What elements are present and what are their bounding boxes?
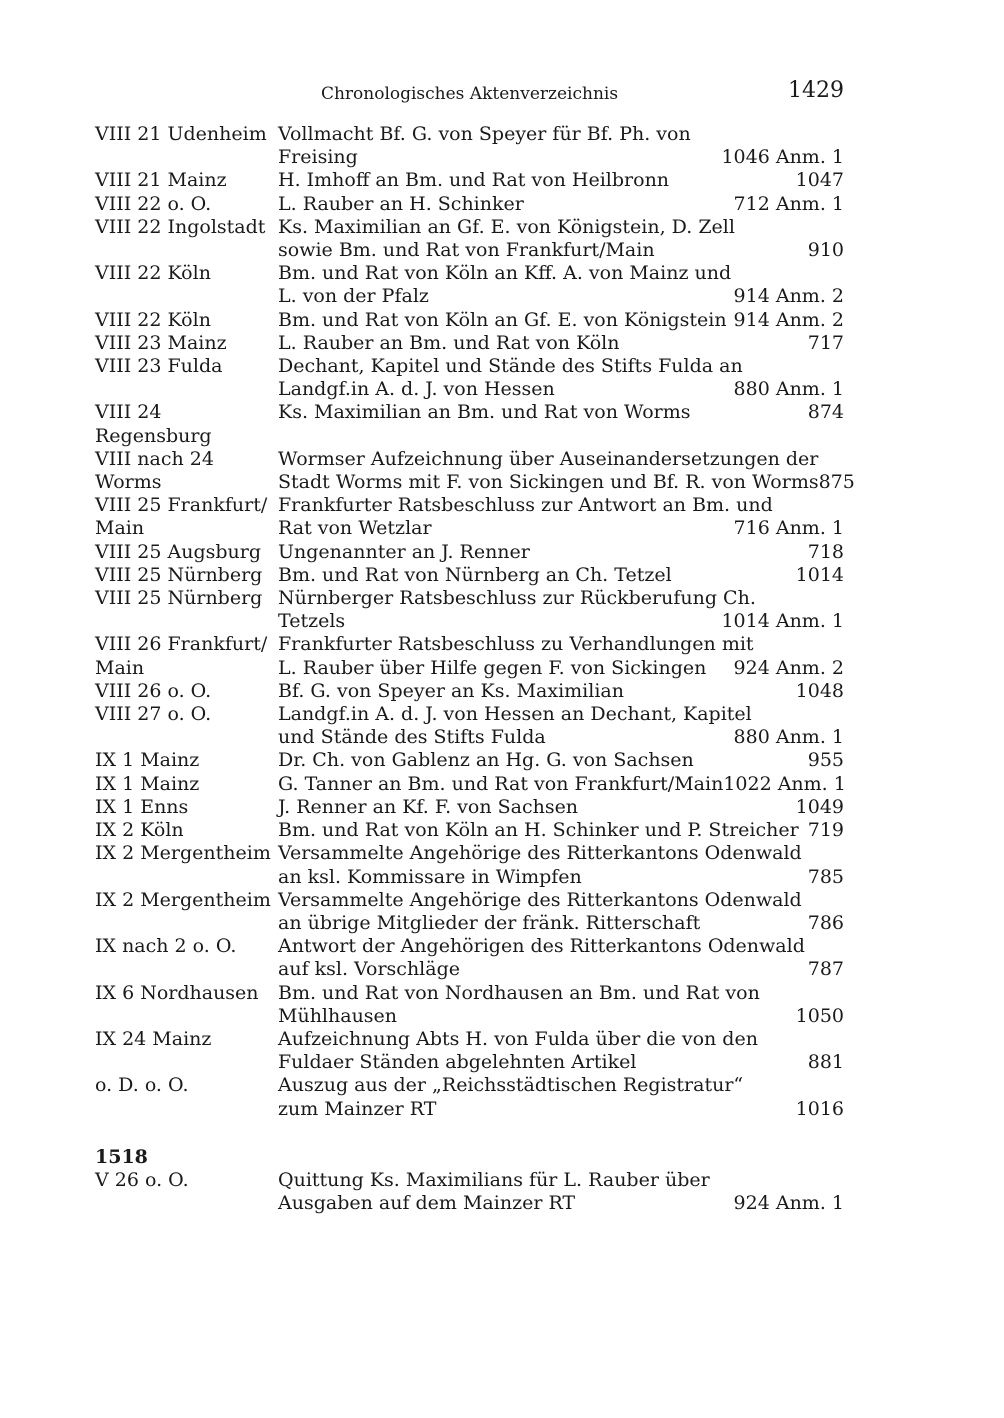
- entry-text: an übrige Mitglieder der fränk. Ritterschaft: [278, 911, 701, 934]
- entry-date: IX 6 Nordhausen: [95, 981, 259, 1004]
- entry-reference: 1016: [795, 1097, 844, 1120]
- entry-text: Bm. und Rat von Köln an Gf. E. von Königstein: [278, 308, 727, 331]
- entry-text: Bm. und Rat von Nordhausen an Bm. und Rat von: [278, 981, 760, 1004]
- entry-text: Ausgaben auf dem Mainzer RT: [278, 1192, 576, 1215]
- entry-line: [278, 239, 844, 262]
- entry-row: [95, 680, 844, 703]
- entry-row: [95, 1028, 844, 1074]
- entry-line: [278, 866, 844, 889]
- entry-text: Tetzels: [278, 610, 346, 633]
- entry-description: [278, 541, 844, 564]
- entry-text: Auszug aus der „Reichsstädtischen Registratur“: [278, 1074, 744, 1097]
- entry-date: VIII 21 Mainz: [95, 169, 227, 192]
- entry-text: Frankfurter Ratsbeschluss zur Antwort an Bm. und: [278, 494, 773, 517]
- entry-row: [95, 773, 844, 796]
- entry-description: [278, 193, 844, 216]
- entry-date: o. D. o. O.: [95, 1074, 189, 1097]
- year-heading: 1518: [95, 1145, 148, 1168]
- entry-date: VIII 25 Frankfurt/ Main: [95, 494, 268, 540]
- entry-row: [95, 587, 844, 633]
- entry-text: Vollmacht Bf. G. von Speyer für Bf. Ph. von: [278, 123, 691, 145]
- entry-row: [95, 355, 844, 401]
- entry-description: [278, 1169, 844, 1215]
- entry-row: [95, 123, 844, 169]
- entry-text: J. Renner an Kf. F. von Sachsen: [278, 795, 579, 818]
- entry-row: [95, 819, 844, 842]
- entry-text: Versammelte Angehörige des Ritterkantons Odenwald: [278, 888, 802, 911]
- entry-text: Freising: [278, 146, 358, 169]
- entry-date: VIII 22 Köln: [95, 262, 211, 285]
- entry-line: [278, 657, 844, 680]
- entry-text: Quittung Ks. Maximilians für L. Rauber über: [278, 1168, 710, 1191]
- entries-1517: [95, 123, 855, 1121]
- entry-reference: 910: [807, 239, 844, 262]
- entry-date: IX 2 Köln: [95, 819, 184, 842]
- entry-date: IX 2 Mergentheim: [95, 842, 271, 865]
- entry-text: Fuldaer Ständen abgelehnten Artikel: [278, 1051, 637, 1074]
- entry-text: L. von der Pfalz: [278, 285, 429, 308]
- entry-description: [278, 773, 846, 796]
- entry-reference: 955: [807, 749, 844, 772]
- entry-reference: 924 Anm. 1: [733, 1192, 844, 1215]
- entry-description: [278, 935, 844, 981]
- entry-description: [278, 680, 844, 703]
- entry-line: [278, 726, 844, 749]
- entry-text: Aufzeichnung Abts H. von Fulda über die von den: [278, 1027, 758, 1050]
- entry-reference: 914 Anm. 2: [733, 285, 844, 308]
- entry-text: sowie Bm. und Rat von Frankfurt/Main: [278, 239, 655, 262]
- entry-line: [278, 1074, 844, 1097]
- entry-reference: 1046 Anm. 1: [721, 146, 844, 169]
- entry-text: Antwort der Angehörigen des Ritterkantons Odenwald: [278, 935, 805, 958]
- entry-date: IX 1 Mainz: [95, 772, 200, 795]
- entry-description: [278, 889, 844, 935]
- entry-description: [278, 401, 844, 447]
- entry-date: V 26 o. O.: [95, 1168, 189, 1191]
- entry-line: [278, 332, 844, 355]
- entry-description: [278, 1028, 844, 1074]
- entry-line: [278, 517, 844, 540]
- entry-row: [95, 494, 844, 540]
- entry-line: [278, 773, 846, 796]
- running-title: Chronologisches Aktenverzeichnis: [320, 84, 619, 104]
- entry-description: [278, 587, 844, 633]
- entry-line: [278, 1051, 844, 1074]
- entry-row: [95, 889, 844, 935]
- entry-description: [278, 494, 844, 540]
- entry-date: VIII 25 Nürnberg: [95, 563, 263, 586]
- entry-line: [278, 169, 844, 192]
- entry-line: [278, 796, 844, 819]
- entry-line: [278, 262, 844, 285]
- entry-description: [278, 332, 844, 355]
- entry-text: L. Rauber an Bm. und Rat von Köln: [278, 331, 620, 354]
- entry-reference: 716 Anm. 1: [733, 517, 844, 540]
- entry-line: [278, 216, 844, 239]
- running-header: [95, 76, 844, 110]
- entry-date: IX nach 2 o. O.: [95, 935, 237, 958]
- entry-description: [278, 448, 855, 494]
- entry-date: VIII 23 Fulda: [95, 355, 223, 378]
- entry-description: [278, 633, 844, 679]
- entry-reference: 1047: [795, 169, 844, 192]
- entry-reference: 787: [807, 958, 844, 981]
- entry-row: [95, 842, 844, 888]
- entry-text: Bf. G. von Speyer an Ks. Maximilian: [278, 679, 624, 702]
- entry-line: [278, 749, 844, 772]
- entry-row: [95, 749, 844, 772]
- entry-line: [278, 1028, 844, 1051]
- entry-text: Wormser Aufzeichnung über Auseinandersetzungen der: [278, 447, 819, 470]
- entry-text: Ks. Maximilian an Gf. E. von Königstein, D. Zell: [278, 215, 735, 238]
- entry-reference: 717: [807, 331, 844, 354]
- entry-row: [95, 332, 844, 355]
- entry-description: [278, 982, 844, 1028]
- entry-line: [278, 982, 844, 1005]
- entry-text: Stadt Worms mit F. von Sickingen und Bf. R. von Worms: [278, 471, 819, 494]
- entry-text: Landgf.in A. d. J. von Hessen: [278, 378, 555, 401]
- entry-text: L. Rauber über Hilfe gegen F. von Sickingen: [278, 656, 707, 679]
- entry-line: [278, 193, 844, 216]
- entry-text: Bm. und Rat von Köln an Kff. A. von Mainz und: [278, 262, 732, 285]
- entry-row: [95, 703, 844, 749]
- entry-reference: 719: [807, 819, 844, 842]
- entry-line: [278, 935, 844, 958]
- entry-reference: 1048: [795, 679, 844, 702]
- entry-date: VIII 27 o. O.: [95, 703, 212, 726]
- entry-line: [278, 1005, 844, 1028]
- entry-date: IX 24 Mainz: [95, 1027, 212, 1050]
- entry-text: L. Rauber an H. Schinker: [278, 192, 524, 215]
- page-number: 1429: [788, 78, 844, 103]
- entry-line: [278, 564, 844, 587]
- entry-reference: 1050: [795, 1004, 844, 1027]
- entry-text: Frankfurter Ratsbeschluss zu Verhandlungen mit: [278, 633, 754, 656]
- entry-reference: 880 Anm. 1: [733, 378, 844, 401]
- entry-text: Ks. Maximilian an Bm. und Rat von Worms: [278, 401, 691, 424]
- entry-text: Dr. Ch. von Gablenz an Hg. G. von Sachsen: [278, 749, 694, 772]
- entry-line: [278, 355, 844, 378]
- entry-reference: 712 Anm. 1: [733, 192, 844, 215]
- entry-row: [95, 401, 844, 447]
- entry-line: [278, 912, 844, 935]
- entry-date: VIII 26 Frankfurt/ Main: [95, 633, 268, 679]
- entries-1518: [95, 1169, 844, 1215]
- entry-date: VIII 24 Regensburg: [95, 401, 212, 447]
- entry-text: Ungenannter an J. Renner: [278, 540, 530, 563]
- entry-row: [95, 447, 855, 494]
- entry-line: [278, 494, 844, 517]
- entry-row: [95, 309, 844, 332]
- entry-line: [278, 958, 844, 981]
- entry-line: [278, 309, 844, 332]
- entry-date: VIII 22 Ingolstadt: [95, 215, 266, 238]
- entry-date: VIII 22 o. O.: [95, 192, 212, 215]
- entry-line: [278, 123, 844, 146]
- entry-line: [278, 842, 844, 865]
- entry-line: [278, 401, 844, 424]
- entry-reference: 1014 Anm. 1: [721, 610, 844, 633]
- entry-line: [278, 541, 844, 564]
- entry-date: VIII 21 Udenheim: [95, 123, 267, 145]
- entry-description: [278, 169, 844, 192]
- entry-reference: 880 Anm. 1: [733, 726, 844, 749]
- entry-row: [95, 982, 844, 1028]
- entry-reference: 718: [807, 540, 844, 563]
- entry-description: [278, 749, 844, 772]
- entry-date: VIII 25 Nürnberg: [95, 587, 263, 610]
- entry-reference: 874: [807, 401, 844, 424]
- entry-text: Bm. und Rat von Köln an H. Schinker und P. Streicher: [278, 819, 799, 842]
- entry-row: [95, 935, 844, 981]
- entry-text: H. Imhoff an Bm. und Rat von Heilbronn: [278, 169, 670, 192]
- entry-row: [95, 796, 844, 819]
- entry-row: [95, 169, 844, 192]
- entry-description: [278, 842, 844, 888]
- entry-reference: 924 Anm. 2: [733, 656, 844, 679]
- entry-date: VIII nach 24 Worms: [95, 447, 214, 494]
- entry-line: [278, 610, 844, 633]
- entry-row: [95, 564, 844, 587]
- entry-text: und Stände des Stifts Fulda: [278, 726, 546, 749]
- entry-line: [278, 633, 844, 656]
- entry-date: IX 2 Mergentheim: [95, 888, 271, 911]
- entry-reference: 914 Anm. 2: [733, 308, 844, 331]
- entry-date: VIII 25 Augsburg: [95, 540, 262, 563]
- entry-reference: 786: [807, 911, 844, 934]
- entry-reference: 1049: [795, 795, 844, 818]
- entry-line: [278, 1169, 844, 1192]
- entry-date: VIII 22 Köln: [95, 308, 211, 331]
- entry-description: [278, 309, 844, 332]
- entry-list: [95, 123, 855, 1215]
- entry-date: IX 1 Enns: [95, 795, 189, 818]
- entry-description: [278, 1074, 844, 1120]
- entry-reference: 785: [807, 865, 844, 888]
- entry-line: [278, 471, 855, 494]
- entry-text: Versammelte Angehörige des Ritterkantons Odenwald: [278, 842, 802, 865]
- entry-line: [278, 1192, 844, 1215]
- entry-reference: 1014: [795, 563, 844, 586]
- entry-date: VIII 23 Mainz: [95, 331, 227, 354]
- entry-description: [278, 355, 844, 401]
- entry-line: [278, 378, 844, 401]
- entry-row: [95, 541, 844, 564]
- entry-line: [278, 680, 844, 703]
- entry-text: Dechant, Kapitel und Stände des Stifts Fulda an: [278, 355, 743, 378]
- entry-line: [278, 448, 855, 471]
- entry-line: [278, 889, 844, 912]
- entry-date: VIII 26 o. O.: [95, 679, 212, 702]
- entry-text: zum Mainzer RT: [278, 1097, 437, 1120]
- entry-description: [278, 796, 844, 819]
- entry-line: [278, 587, 844, 610]
- entry-description: [278, 703, 844, 749]
- entry-reference: 1022 Anm. 1: [723, 772, 846, 795]
- entry-description: [278, 819, 844, 842]
- entry-row: [95, 262, 844, 308]
- entry-date: IX 1 Mainz: [95, 749, 200, 772]
- entry-reference: 875: [818, 471, 855, 494]
- entry-row: [95, 633, 844, 679]
- entry-text: G. Tanner an Bm. und Rat von Frankfurt/Main: [278, 772, 724, 795]
- entry-line: [278, 819, 844, 842]
- entry-line: [278, 1098, 844, 1121]
- entry-text: Bm. und Rat von Nürnberg an Ch. Tetzel: [278, 563, 672, 586]
- entry-row: [95, 193, 844, 216]
- entry-reference: 881: [807, 1051, 844, 1074]
- entry-description: [278, 123, 844, 169]
- entry-row: [95, 1169, 844, 1215]
- entry-text: Mühlhausen: [278, 1004, 398, 1027]
- entry-text: Nürnberger Ratsbeschluss zur Rückberufung Ch.: [278, 587, 756, 610]
- entry-text: an ksl. Kommissare in Wimpfen: [278, 865, 582, 888]
- entry-description: [278, 564, 844, 587]
- entry-line: [278, 703, 844, 726]
- entry-description: [278, 262, 844, 308]
- entry-text: Rat von Wetzlar: [278, 517, 432, 540]
- entry-row: [95, 216, 844, 262]
- entry-line: [278, 285, 844, 308]
- entry-row: [95, 1074, 844, 1120]
- entry-description: [278, 216, 844, 262]
- entry-text: auf ksl. Vorschläge: [278, 958, 460, 981]
- entry-text: Landgf.in A. d. J. von Hessen an Dechant, Kapitel: [278, 703, 752, 726]
- entry-line: [278, 146, 844, 169]
